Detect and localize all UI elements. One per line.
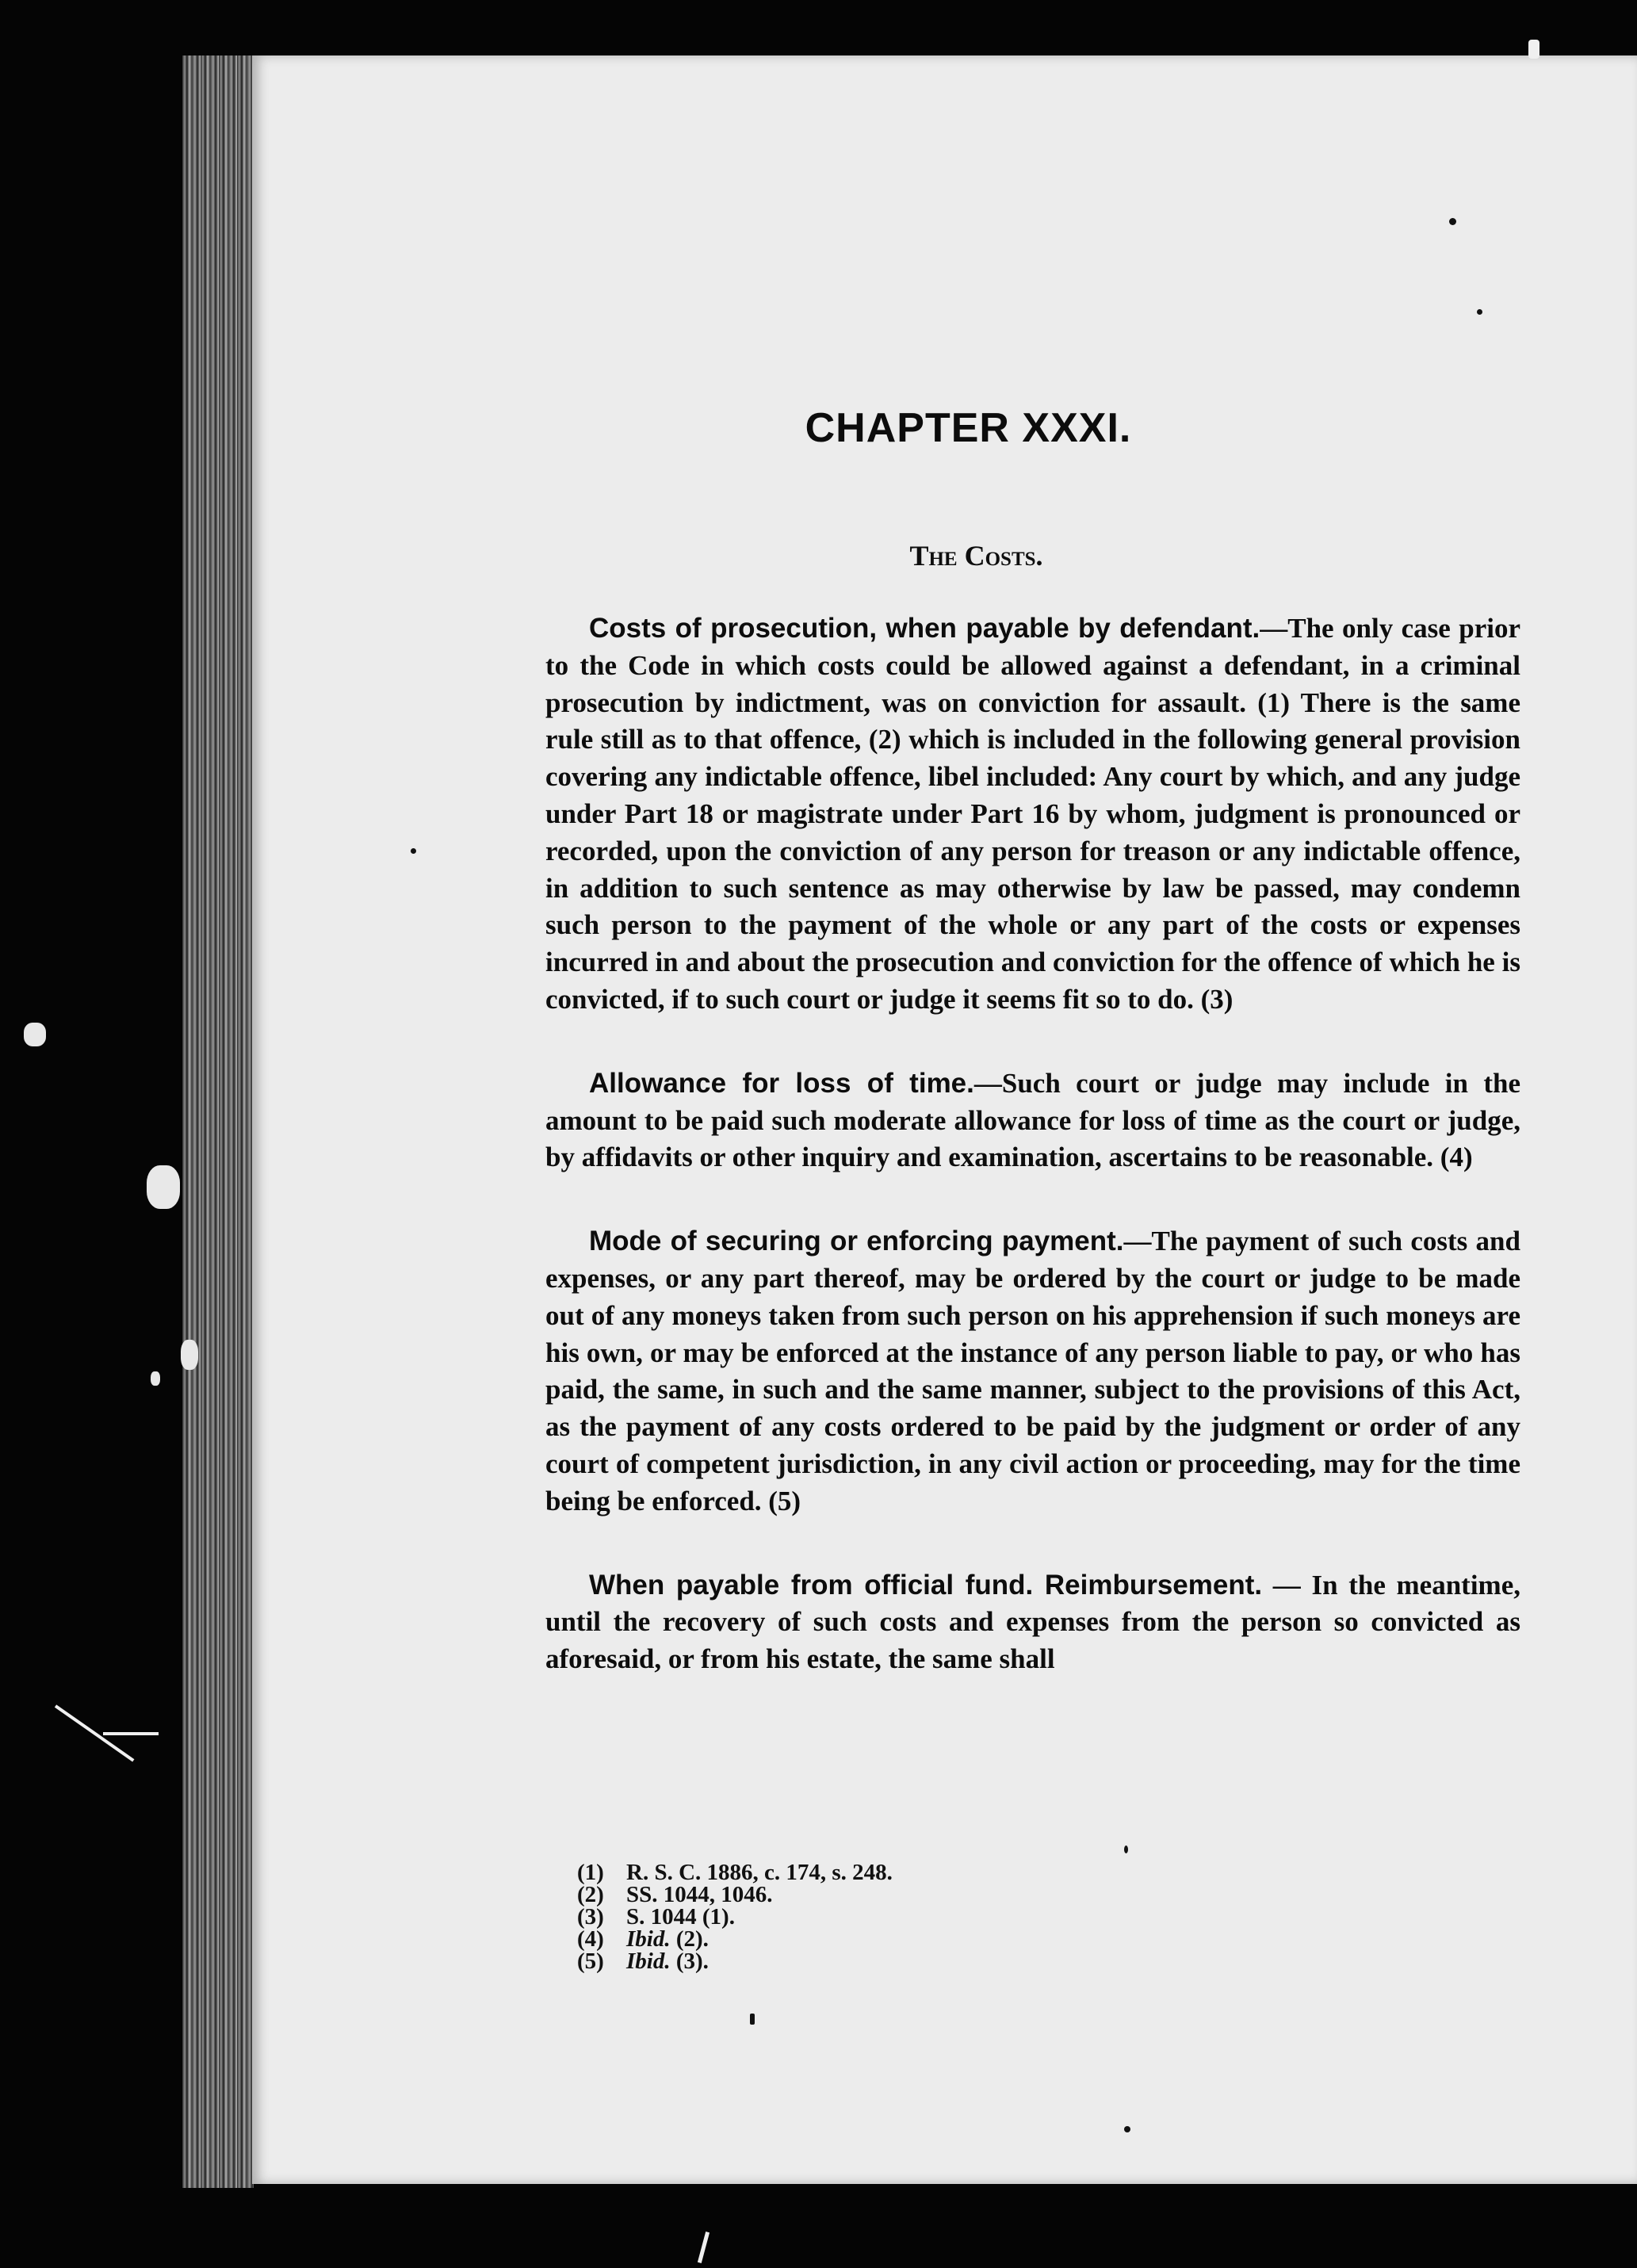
footnote — [577, 1861, 893, 1884]
scan-mark — [1528, 40, 1539, 59]
footnote-text: Ibid. — [626, 1949, 671, 1974]
scan-speck — [1449, 218, 1456, 225]
paragraph-text: —The only case prior to the Code in which costs could be allowed against a defendant, in a criminal prosecution by indictment, was on conviction for assault. (1) There is the same rule still as to that offence, (2) which is included in the following general provision covering any indictable offence, libel included: Any court by which, and any judge under Part 18 or magistrate under Part 16 by whom, judgment is pronounced or recorded, upon the conviction of any person for treason or any indictable offence, in addition to such sentence as may otherwise by law be passed, may condemn such person to the payment of the whole or any part of the costs or expenses incurred in and about the prosecution and conviction for the offence of which he is convicted, if to such court or judge it seems fit so to do. (3) — [545, 613, 1520, 1015]
footnote-suffix: (2). — [670, 1926, 709, 1952]
footnote-text: R. S. C. 1886, c. 174, s. 248. — [626, 1860, 893, 1885]
paragraph-when-payable-from-official-fund — [545, 1567, 1520, 1678]
footnote-text: SS. 1044, 1046. — [626, 1882, 773, 1907]
scan-blob — [147, 1165, 180, 1209]
body-text — [545, 610, 1520, 1725]
scan-speck — [1477, 309, 1482, 315]
footnote-number: (5) — [577, 1949, 604, 1974]
footnote-number: (2) — [577, 1882, 604, 1907]
scan-blob — [151, 1371, 160, 1386]
paragraph-heading: When payable from official fund. Reimbursement. — [589, 1569, 1263, 1601]
paragraph-costs-of-prosecution — [545, 610, 1520, 1019]
footnote-suffix: (3). — [670, 1949, 709, 1974]
footnote — [577, 1906, 893, 1928]
scan-blob — [24, 1023, 46, 1046]
paragraph-heading: Allowance for loss of time. — [589, 1067, 974, 1099]
footnote-text: S. 1044 (1). — [626, 1904, 735, 1930]
paragraph-heading: Mode of securing or enforcing payment. — [589, 1226, 1124, 1257]
footnotes — [577, 1861, 893, 1972]
footnote — [577, 1928, 893, 1950]
paragraph-text: —Such court or judge may include in the amount to be paid such moderate allowance for loss of time as the court or judge, by affidavits or other inquiry and examination, ascertains to be reasonable. (4) — [545, 1067, 1520, 1173]
scan-speck — [1124, 2126, 1130, 2132]
page-edge-stripes — [182, 55, 254, 2188]
scan-mark — [698, 2232, 709, 2263]
chapter-title: CHAPTER XXXI. — [805, 405, 1132, 451]
scan-blob — [181, 1340, 198, 1370]
paragraph-heading: Costs of prosecution, when payable by defendant. — [589, 613, 1260, 644]
scan-speck — [1124, 1845, 1128, 1853]
footnote-text: Ibid. — [626, 1926, 671, 1952]
section-title: The Costs. — [909, 540, 1043, 572]
scan-speck — [411, 848, 416, 854]
footnote — [577, 1950, 893, 1972]
footnote-number: (1) — [577, 1860, 604, 1885]
book-page — [252, 55, 1637, 2184]
footnote-number: (4) — [577, 1926, 604, 1952]
paragraph-mode-of-payment — [545, 1223, 1520, 1520]
paragraph-text: —The payment of such costs and expenses, or any part thereof, may be ordered by the court or judge to be made out of any moneys taken from such person on his apprehension if such moneys are his own, or may be enforced at the instance of any person liable to pay, or who has paid, the same, in such and the same manner, subject to the provisions of this Act, as the payment of any costs ordered to be paid by the judgment or order of any court of competent jurisdiction, in any civil action or proceeding, may for the time being be enforced. (5) — [545, 1226, 1520, 1516]
scan-speck — [750, 2014, 755, 2025]
scan-mark — [103, 1732, 159, 1735]
paragraph-allowance-for-loss-of-time — [545, 1065, 1520, 1176]
footnote — [577, 1884, 893, 1906]
footnote-number: (3) — [577, 1904, 604, 1930]
paragraph-text: — In the meantime, until the recovery of such costs and expenses from the person so convicted as aforesaid, or from his estate, the same shall — [545, 1569, 1520, 1675]
